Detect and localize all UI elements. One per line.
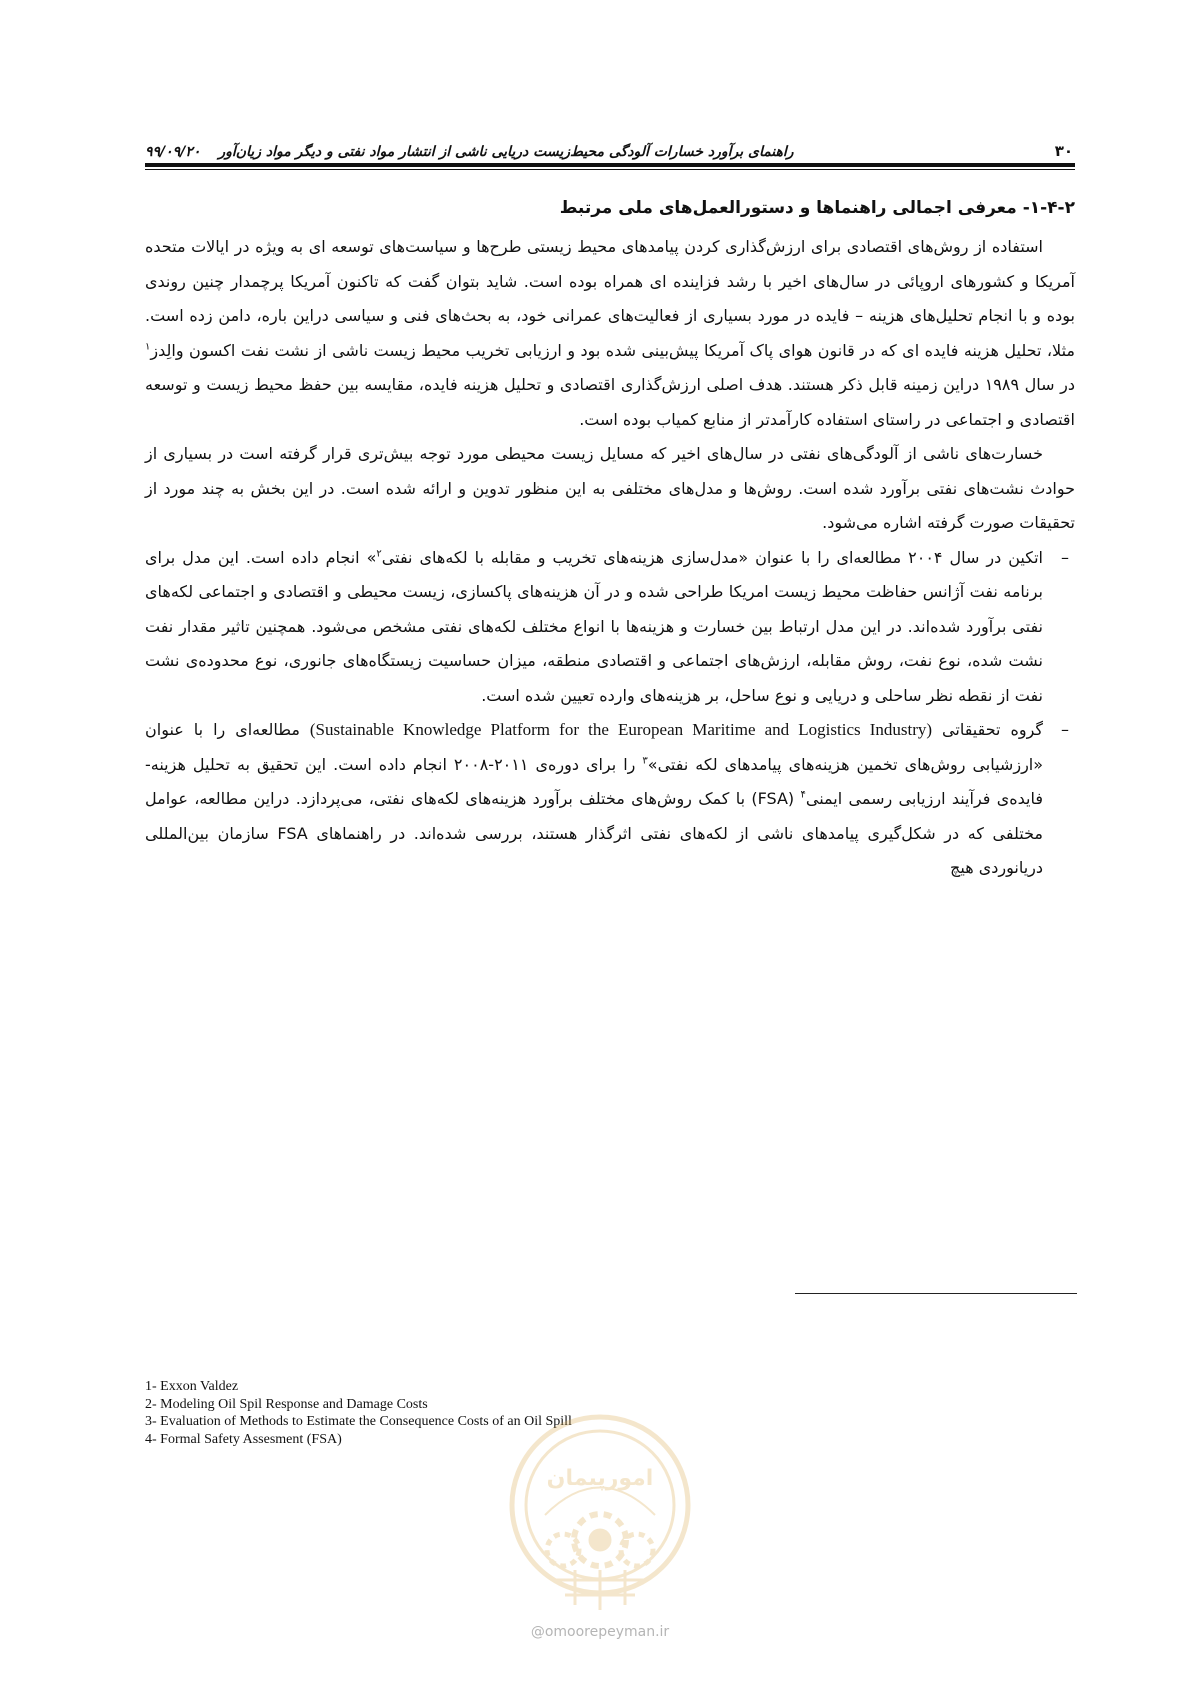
- footnote-4: 4- Formal Safety Assesment (FSA): [145, 1431, 342, 1447]
- bullet-1-text-b: » انجام داده است. این مدل برای برنامه نفت آژانس حفاظت محیط زیست امریکا طراحی شده و در آن هزینه‌های پاکسازی، زیست محیطی و اقتصادی و اجتماعی لکه‌های نفتی برآورد شده‌اند. در این مدل ارتباط بین خسارت و هزینه‌ها با انواع مختلف لکه‌های نفتی مشخص می‌شود. همچنین تاثیر مقدار نفت نشت شده، نوع نفت، روش مقابله، ارزش‌های اجتماعی و اقتصادی منطقه، میزان حساسیت زیستگاه‌های جانوری، نوع محدوده‌ی نشت نفت از نقطه نظر ساحلی و دریایی و نوع ساحل، بر هزینه‌های وارده تعیین شده است.: [145, 547, 1043, 705]
- bullet-2-text-d: (FSA) با کمک روش‌های مختلف برآورد هزینه‌های لکه‌های نفتی، می‌پردازد. دراین مطالعه، عوامل مختلفی که در شکل‌گیری پیامدهای ناشی از لکه‌های نفتی اثرگذار هستند، بررسی شده‌اند. در راهنماهای FSA سازمان بین‌المللی دریانوردی هیچ: [145, 789, 1043, 877]
- header-date: ۹۹/۰۹/۲۰: [145, 144, 201, 160]
- footnote-2: 2- Modeling Oil Spil Response and Damage Costs: [145, 1396, 428, 1412]
- paragraph-2: خسارت‌های ناشی از آلودگی‌های نفتی در سال‌های اخیر که مسایل زیست محیطی مورد توجه بیش‌تری قرار گرفته است در بسیاری از حوادث نشت‌های نفتی برآورد شده است. روش‌ها و مدل‌های مختلفی به این منظور تدوین و ارائه شده است. در این بخش به چند مورد از تحقیقات صورت گرفته اشاره می‌شود.: [145, 444, 1075, 532]
- bullet-item-1: [145, 541, 1075, 714]
- main-content: [145, 190, 1075, 886]
- paragraph-1: [145, 230, 1075, 437]
- bullet-item-2: [145, 713, 1075, 886]
- footnote-ref-2: ۲: [376, 548, 382, 560]
- bullet-2-text-c: را برای دوره‌ی ۲۰۱۱-۲۰۰۸ انجام داده است. این تحقیق به تحلیل هزینه- فایده‌ی فرآیند ارزیابی رسمی ایمنی: [145, 754, 1044, 808]
- bullet-dash: –: [1061, 547, 1069, 567]
- watermark-url: @omoorepeyman.ir: [530, 1624, 670, 1640]
- bullet-2-text-b: مطالعه‌ای را با عنوان «ارزشیابی روش‌های تخمین هزینه‌های پیامدهای لکه نفتی»: [145, 720, 1044, 774]
- footnote-ref-3: ۳: [642, 755, 648, 767]
- watermark-logo-text: امورپیمان: [546, 1466, 654, 1491]
- footnote-separator: [795, 1293, 1077, 1294]
- bullet-dash: –: [1061, 720, 1069, 739]
- header-title: راهنمای برآورد خسارات آلودگی محیط‌زیست دریایی ناشی از انتشار مواد نفتی و دیگر مواد زیان‌آور: [218, 144, 794, 160]
- footnote-ref-1: ۱: [145, 341, 151, 353]
- paragraph-1-text-a: استفاده از روش‌های اقتصادی برای ارزش‌گذاری کردن پیامدهای محیط زیستی طرح‌ها و سیاست‌های توسعه ای به ویژه در ایالات متحده آمریکا و کشورهای اروپائی در سال‌های اخیر با رشد فزاینده ای همراه بوده است. شاید بتوان گفت که تاکنون آمریکا پرچمدار چنین روندی بوده و با انجام تحلیل‌های هزینه – فایده در مورد بسیاری از فعالیت‌های عمرانی خود، به بحث‌های فنی و سیاسی دراین باره، دامن زده است. مثلا، تحلیل هزینه فایده ای که در قانون هوای پاک آمریکا پیش‌بینی شده بود و ارزیابی تخریب محیط زیست ناشی از نشت نفت اکسون والِدز: [145, 237, 1075, 360]
- paragraph-1-text-b: در سال ۱۹۸۹ دراین زمینه قابل ذکر هستند. هدف اصلی ارزش‌گذاری اقتصادی و تحلیل هزینه فایده، مقایسه بین حفظ محیط زیست و توسعه اقتصادی و اجتماعی در راستای استفاده کارآمدتر از منابع کمیاب بوده است.: [145, 375, 1075, 429]
- section-heading: ۱-۴-۲- معرفی اجمالی راهنماها و دستورالعمل‌های ملی مرتبط: [559, 198, 1075, 218]
- footnote-1: 1- Exxon Valdez: [145, 1379, 239, 1394]
- footnote-3: 3- Evaluation of Methods to Estimate the Consequence Costs of an Oil Spill: [145, 1414, 572, 1429]
- running-header: [145, 130, 1075, 160]
- bullet-list: [145, 541, 1075, 886]
- watermark-logo: [505, 1400, 695, 1630]
- header-title-group: [145, 144, 794, 160]
- header-rule-thin: [145, 169, 1075, 170]
- footnote-ref-4: ۴: [800, 789, 806, 801]
- bullet-1-text-a: اتکین در سال ۲۰۰۴ مطالعه‌ای را با عنوان «مدل‌سازی هزینه‌های تخریب و مقابله با لکه‌های نفتی: [381, 547, 1043, 567]
- bullet-2-english-name: (Sustainable Knowledge Platform for the European Maritime and Logistics Industry): [309, 720, 933, 739]
- page-number: ۳۰: [1054, 142, 1073, 160]
- header-rule-thick: [145, 163, 1075, 167]
- bullet-2-text-a: گروه تحقیقاتی: [932, 720, 1044, 739]
